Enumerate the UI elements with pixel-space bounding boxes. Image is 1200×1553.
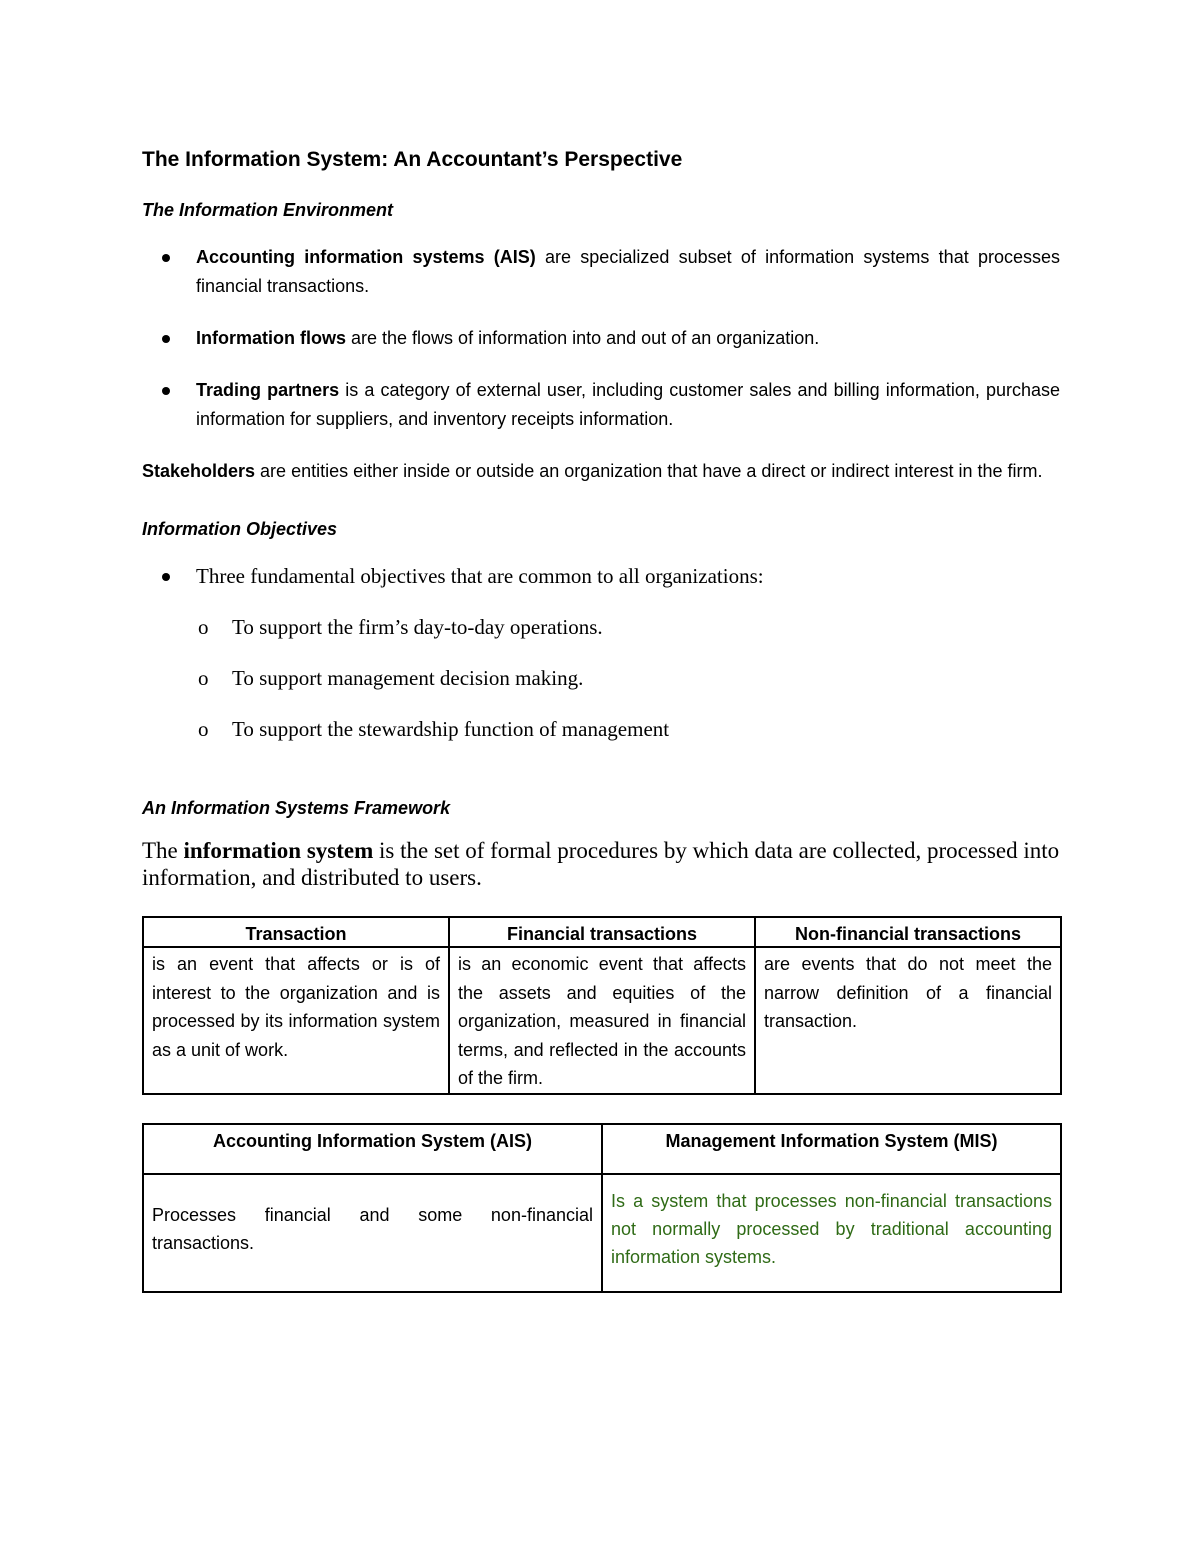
header-transaction: Transaction	[143, 917, 449, 947]
page-title: The Information System: An Accountant’s Perspective	[142, 148, 683, 171]
table-header-row	[143, 1124, 1061, 1174]
definition-stakeholders: are entities either inside or outside an organization that have a direct or indirect interest in the firm.	[255, 461, 1043, 481]
term-stakeholders: Stakeholders	[142, 461, 256, 481]
cell-ais-description: Processes financial and some non-financial transactions.	[143, 1174, 602, 1292]
objectives-intro-item	[142, 561, 1060, 591]
environment-bullet-list	[142, 243, 1060, 434]
section-heading-framework: An Information Systems Framework	[142, 798, 451, 818]
objective-text: To support the firm’s day-to-day operations.	[232, 615, 603, 639]
bullet-icon	[162, 573, 170, 581]
stakeholders-paragraph	[142, 457, 1060, 486]
objective-item	[142, 612, 1060, 642]
term-ais: Accounting information systems (AIS)	[196, 247, 536, 267]
definition-information-flows: are the flows of information into and out of an organization.	[346, 328, 820, 348]
table-header-row	[143, 917, 1061, 947]
cell-transaction-definition: is an event that affects or is of interest to the organization and is processed by its information system as a unit of work.	[143, 947, 449, 1094]
definition-trading-partners: is a category of external user, including customer sales and billing information, purchase information for suppliers, and inventory receipts information.	[196, 380, 1060, 429]
sub-bullet-marker: o	[198, 615, 209, 639]
cell-non-financial-definition: are events that do not meet the narrow definition of a financial transaction.	[755, 947, 1061, 1094]
transaction-types-table	[142, 916, 1062, 1095]
header-mis: Management Information System (MIS)	[602, 1124, 1061, 1174]
term-information-flows: Information flows	[196, 328, 346, 348]
objectives-intro: Three fundamental objectives that are common to all organizations:	[196, 564, 764, 588]
objective-text: To support the stewardship function of management	[232, 717, 670, 741]
bullet-icon	[162, 335, 170, 343]
term-trading-partners: Trading partners	[196, 380, 340, 400]
objective-item	[142, 663, 1060, 693]
objective-item	[142, 714, 1060, 744]
table-row	[143, 947, 1061, 1094]
objective-text: To support management decision making.	[232, 666, 584, 690]
header-ais: Accounting Information System (AIS)	[143, 1124, 602, 1174]
section-heading-objectives: Information Objectives	[142, 519, 338, 539]
document-content	[142, 140, 1060, 1293]
table-row	[143, 1174, 1061, 1292]
definition-text: is the set of formal procedures by which data are collected, processed into information, and distributed to users.	[142, 838, 1060, 890]
term-information-system: information system	[183, 838, 374, 863]
information-system-definition	[142, 837, 1060, 891]
sub-bullet-marker: o	[198, 666, 209, 690]
definition-ais: are specialized subset of information systems that processes financial transactions.	[196, 247, 1060, 296]
definition-prefix: The	[142, 838, 184, 863]
section-heading-environment: The Information Environment	[142, 200, 394, 220]
bullet-item-trading-partners	[142, 376, 1060, 434]
ais-mis-table	[142, 1123, 1062, 1293]
bullet-icon	[162, 254, 170, 262]
sub-bullet-marker: o	[198, 717, 209, 741]
cell-financial-definition: is an economic event that affects the assets and equities of the organization, measured in financial terms, and reflected in the accounts of the firm.	[449, 947, 755, 1094]
objectives-list	[142, 561, 1060, 744]
header-non-financial-transactions: Non-financial transactions	[755, 917, 1061, 947]
cell-mis-description: Is a system that processes non-financial transactions not normally processed by traditional accounting information systems.	[602, 1174, 1061, 1292]
bullet-item-ais	[142, 243, 1060, 301]
bullet-icon	[162, 387, 170, 395]
header-financial-transactions: Financial transactions	[449, 917, 755, 947]
bullet-item-information-flows	[142, 324, 1060, 353]
